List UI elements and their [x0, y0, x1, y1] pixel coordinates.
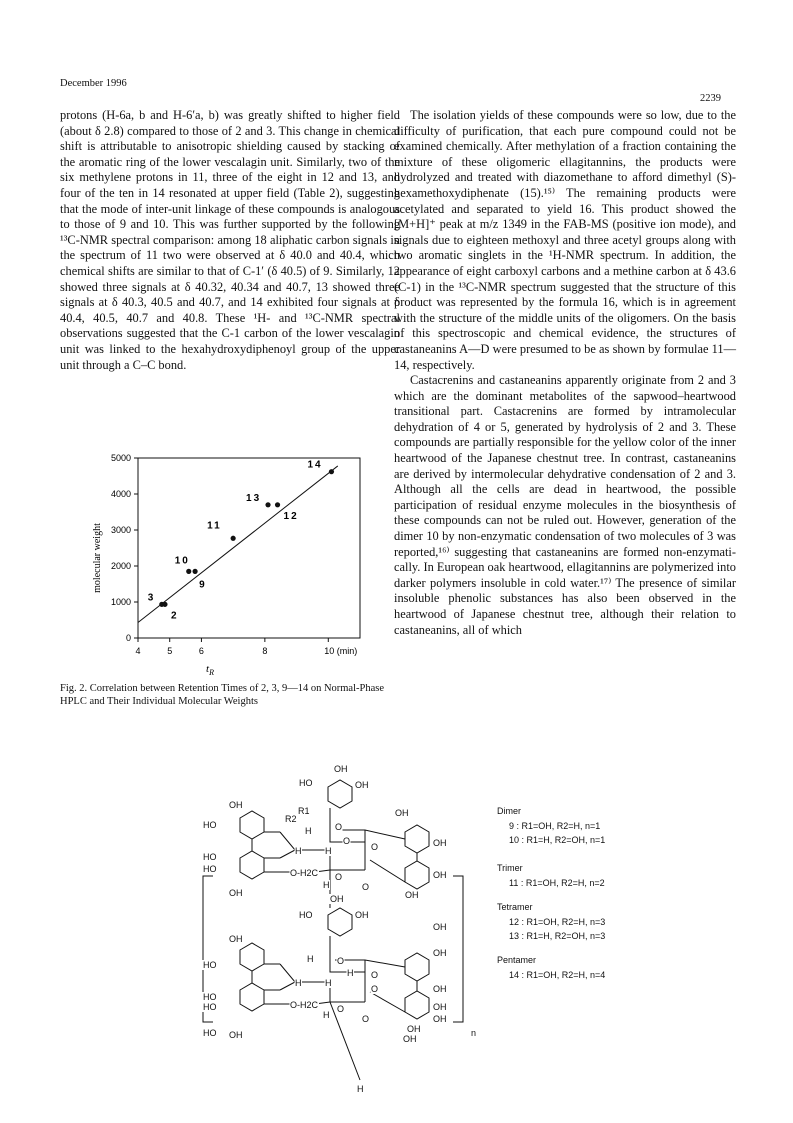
data-point-10 [186, 569, 191, 574]
atom-label: HO [203, 1028, 217, 1038]
x-tick-label: 8 [262, 646, 268, 656]
right-column [394, 108, 736, 638]
atom-label: HO [299, 778, 313, 788]
atom-label: OH [433, 1002, 447, 1012]
atom-label: O [343, 836, 351, 846]
atom-label: O [371, 842, 379, 852]
atom-label: H [305, 826, 312, 836]
atom-label: OH [407, 1024, 421, 1034]
legend-item: 11 : R1=OH, R2=H, n=2 [509, 878, 605, 888]
data-point-12 [275, 502, 280, 507]
benzene-ring [405, 991, 429, 1019]
legend-group-title: Trimer [497, 863, 523, 873]
atom-label: O [335, 872, 343, 882]
structure-atom-labels [203, 764, 477, 1094]
atom-label: O [335, 822, 343, 832]
data-label-11: 11 [207, 520, 222, 532]
x-tick-label: 5 [167, 646, 173, 656]
data-point-2 [162, 602, 167, 607]
benzene-ring [240, 851, 264, 879]
atom-label: HO [203, 1002, 217, 1012]
atom-label: O [337, 1004, 345, 1014]
atom-label: OH [229, 888, 243, 898]
atom-label: H [357, 1084, 364, 1094]
atom-label: OH [433, 1014, 447, 1024]
atom-label: OH [433, 922, 447, 932]
oligomer-structure-diagram [195, 760, 495, 1100]
data-point-13 [265, 502, 270, 507]
legend-group [497, 955, 647, 980]
right-paragraph-1: The isolation yields of these compounds were so low, due to the difficulty of purification, that each pure compound could not be examined chemically. After methylation of a fraction containing the mixture of these oligomeric ellagitannins, the products were hydrolyzed and treated with diazomethane to afford dimethyl (S)-hexamethoxydiphenate (15).¹⁵⁾ The remaining products were acetylated and separated to yield 16. This product showed the [M+H]⁺ peak at m/z 1349 in the FAB-MS (positive ion mode), and signals due to eighteen methoxyl and three acetyl groups along with two aromatic singlets in the ¹H-NMR spectrum. In addition, the appearance of eight carboxyl carbons and a methine carbon at δ 43.6 (C-1) in the ¹³C-NMR spectrum suggested that the structure of this product was represented by the formula 16, which is in agreement with the structure of the middle units of the oligomers. On the basis of this spectroscopic and chemical evidence, the structures of castaneanins A—D were presumed to be as shown by formulae 11—14, respectively. [394, 108, 736, 372]
atom-label: H [307, 954, 314, 964]
benzene-ring [240, 983, 264, 1011]
atom-label: HO [299, 910, 313, 920]
y-tick-label: 2000 [110, 561, 131, 571]
legend-item: 9 : R1=OH, R2=H, n=1 [509, 821, 601, 831]
y-axis-label: molecular weight [92, 523, 103, 593]
chart-fit-line [138, 466, 338, 623]
x-tick-label: 10 (min) [324, 646, 358, 656]
regression-line [138, 466, 338, 623]
atom-label: OH [334, 764, 348, 774]
chemical-structure [195, 760, 495, 1100]
legend-item: 10 : R1=H, R2=OH, n=1 [509, 835, 606, 845]
atom-label: O [337, 956, 345, 966]
legend-group-title: Pentamer [497, 955, 537, 965]
benzene-ring [328, 908, 352, 936]
legend-group [497, 902, 647, 941]
y-tick-label: 3000 [110, 525, 131, 535]
chart-points [148, 460, 334, 622]
atom-label: OH [405, 890, 419, 900]
retention-time-chart [60, 450, 390, 680]
y-tick-label: 4000 [110, 489, 131, 499]
data-point-9 [192, 569, 197, 574]
atom-label: O-H2C [290, 1000, 319, 1010]
data-label-9: 9 [199, 579, 207, 591]
atom-label: OH [433, 984, 447, 994]
left-paragraph: protons (H-6a, b and H-6′a, b) was greatly shifted to higher field (about δ 2.8) compared to those of 2 and 3. This change in chemical shift is attributable to anisotropic shielding caused by stacking of the aromatic ring of the lower vescalagin unit. Similarly, two of the six methylene protons in 11, three of the eight in 12 and 13, and four of the ten in 14 resonated at upper field (Table 2), suggesting that the mode of inter-unit linkage of these compounds is analogous to those of 9 and 10. This was further supported by the following ¹³C-NMR spectral comparison: among 18 aliphatic carbon signals in the spectrum of 11 two were observed at δ 40.0 and 40.4, which chemical shifts are similar to that of C-1′ (δ 40.5) of 9. Similarly, 12 showed three signals at δ 40.32, 40.34 and 40.7, 13 showed three signals at δ 40.3, 40.5 and 40.7, and 14 exhibited four signals at δ 40.4, 40.5, 40.7 and 40.8. These ¹H- and ¹³C-NMR spectral observations suggested that the C-1 carbon of the lower vescalagin unit was linked to the hexahydroxydiphenoyl group of the upper unit through a C–C bond. [60, 108, 400, 372]
page-number: 2239 [700, 93, 721, 104]
x-tick-label: 4 [135, 646, 141, 656]
legend-group-title: Dimer [497, 806, 521, 816]
atom-label: OH [355, 910, 369, 920]
atom-label: O [371, 970, 379, 980]
structure-legend [497, 806, 647, 994]
figure-caption: Fig. 2. Correlation between Retention Times of 2, 3, 9—14 on Normal-Phase HPLC and Their Individual Molecular Weights [60, 683, 385, 707]
atom-label: O-H2C [290, 868, 319, 878]
atom-label: H [325, 846, 332, 856]
data-label-10: 10 [174, 555, 190, 567]
right-paragraph-2: Castacrenins and castaneanins apparently originate from 2 and 3 which are the dominant metabolites of the sapwood–heartwood transitional part. Castacrenins are formed by intramolecular dehydration of 4 or 5, generated by hydrolysis of 2 and 3. These compounds are partially responsible for the yellow color of the inner heartwood of the Japanese chestnut tree. In contrast, castaneanins are derived by intermolecular dehydrative condensation of 2 and 3. Although all the cells are dead in heartwood, the possible participation of residual enzyme molecules in the biosynthesis of these compounds can not be ruled out. However, generation of the dimer 10 by non-enzymatic condensation of two molecules of 3 was reported,¹⁶⁾ suggesting that castaneanins are formed non-enzymatically. In European oak heartwood, ellagitannins are polymerized into darker polymers insoluble in cold water.¹⁷⁾ The presence of similar insoluble phenolic substances has also been observed in the heartwood of Japanese chestnut tree, although their relation to castaneanins, all of which [394, 373, 736, 637]
atom-label: O [362, 882, 370, 892]
atom-label: H [323, 880, 330, 890]
x-axis-label: $t_R$ [206, 663, 214, 677]
atom-label: OH [229, 934, 243, 944]
atom-label: R2 [285, 814, 297, 824]
atom-label: OH [433, 838, 447, 848]
data-label-12: 12 [283, 510, 299, 522]
atom-label: OH [433, 870, 447, 880]
atom-label: OH [355, 780, 369, 790]
legend-item: 14 : R1=OH, R2=H, n=4 [509, 970, 606, 980]
left-column [60, 108, 400, 373]
legend-group [497, 806, 647, 845]
chart-ticks [111, 453, 357, 656]
atom-label: HO [203, 992, 217, 1002]
atom-label: R1 [298, 806, 310, 816]
running-header-date: December 1996 [60, 78, 127, 89]
atom-label: O [371, 984, 379, 994]
data-label-13: 13 [246, 492, 262, 504]
atom-label: H [295, 846, 302, 856]
benzene-ring [240, 943, 264, 971]
legend-group [497, 863, 647, 888]
data-label-14: 14 [307, 459, 323, 471]
data-label-3: 3 [147, 592, 156, 604]
atom-label: HO [203, 960, 217, 970]
atom-label: OH [229, 1030, 243, 1040]
atom-label: OH [433, 948, 447, 958]
atom-label: H [325, 978, 332, 988]
figure-2 [60, 450, 390, 680]
legend-item: 12 : R1=OH, R2=H, n=3 [509, 917, 606, 927]
x-tick-label: 6 [198, 646, 204, 656]
atom-label: H [323, 1010, 330, 1020]
atom-label: HO [203, 864, 217, 874]
data-point-14 [329, 469, 334, 474]
data-label-2: 2 [170, 610, 179, 622]
y-tick-label: 0 [125, 633, 131, 643]
y-tick-label: 1000 [110, 597, 131, 607]
atom-label: OH [330, 894, 344, 904]
atom-label: HO [203, 852, 217, 862]
atom-label: H [295, 978, 302, 988]
atom-label: H [347, 968, 354, 978]
atom-label: O [362, 1014, 370, 1024]
atom-label: HO [203, 820, 217, 830]
benzene-ring [240, 811, 264, 839]
atom-label: n [471, 1028, 477, 1038]
benzene-ring [405, 825, 429, 853]
benzene-ring [405, 953, 429, 981]
benzene-ring [328, 780, 352, 808]
legend-item: 13 : R1=H, R2=OH, n=3 [509, 931, 606, 941]
benzene-ring [405, 861, 429, 889]
y-tick-label: 5000 [110, 453, 131, 463]
atom-label: OH [229, 800, 243, 810]
atom-label: OH [403, 1034, 417, 1044]
data-point-11 [231, 536, 236, 541]
legend-group-title: Tetramer [497, 902, 533, 912]
atom-label: OH [395, 808, 409, 818]
